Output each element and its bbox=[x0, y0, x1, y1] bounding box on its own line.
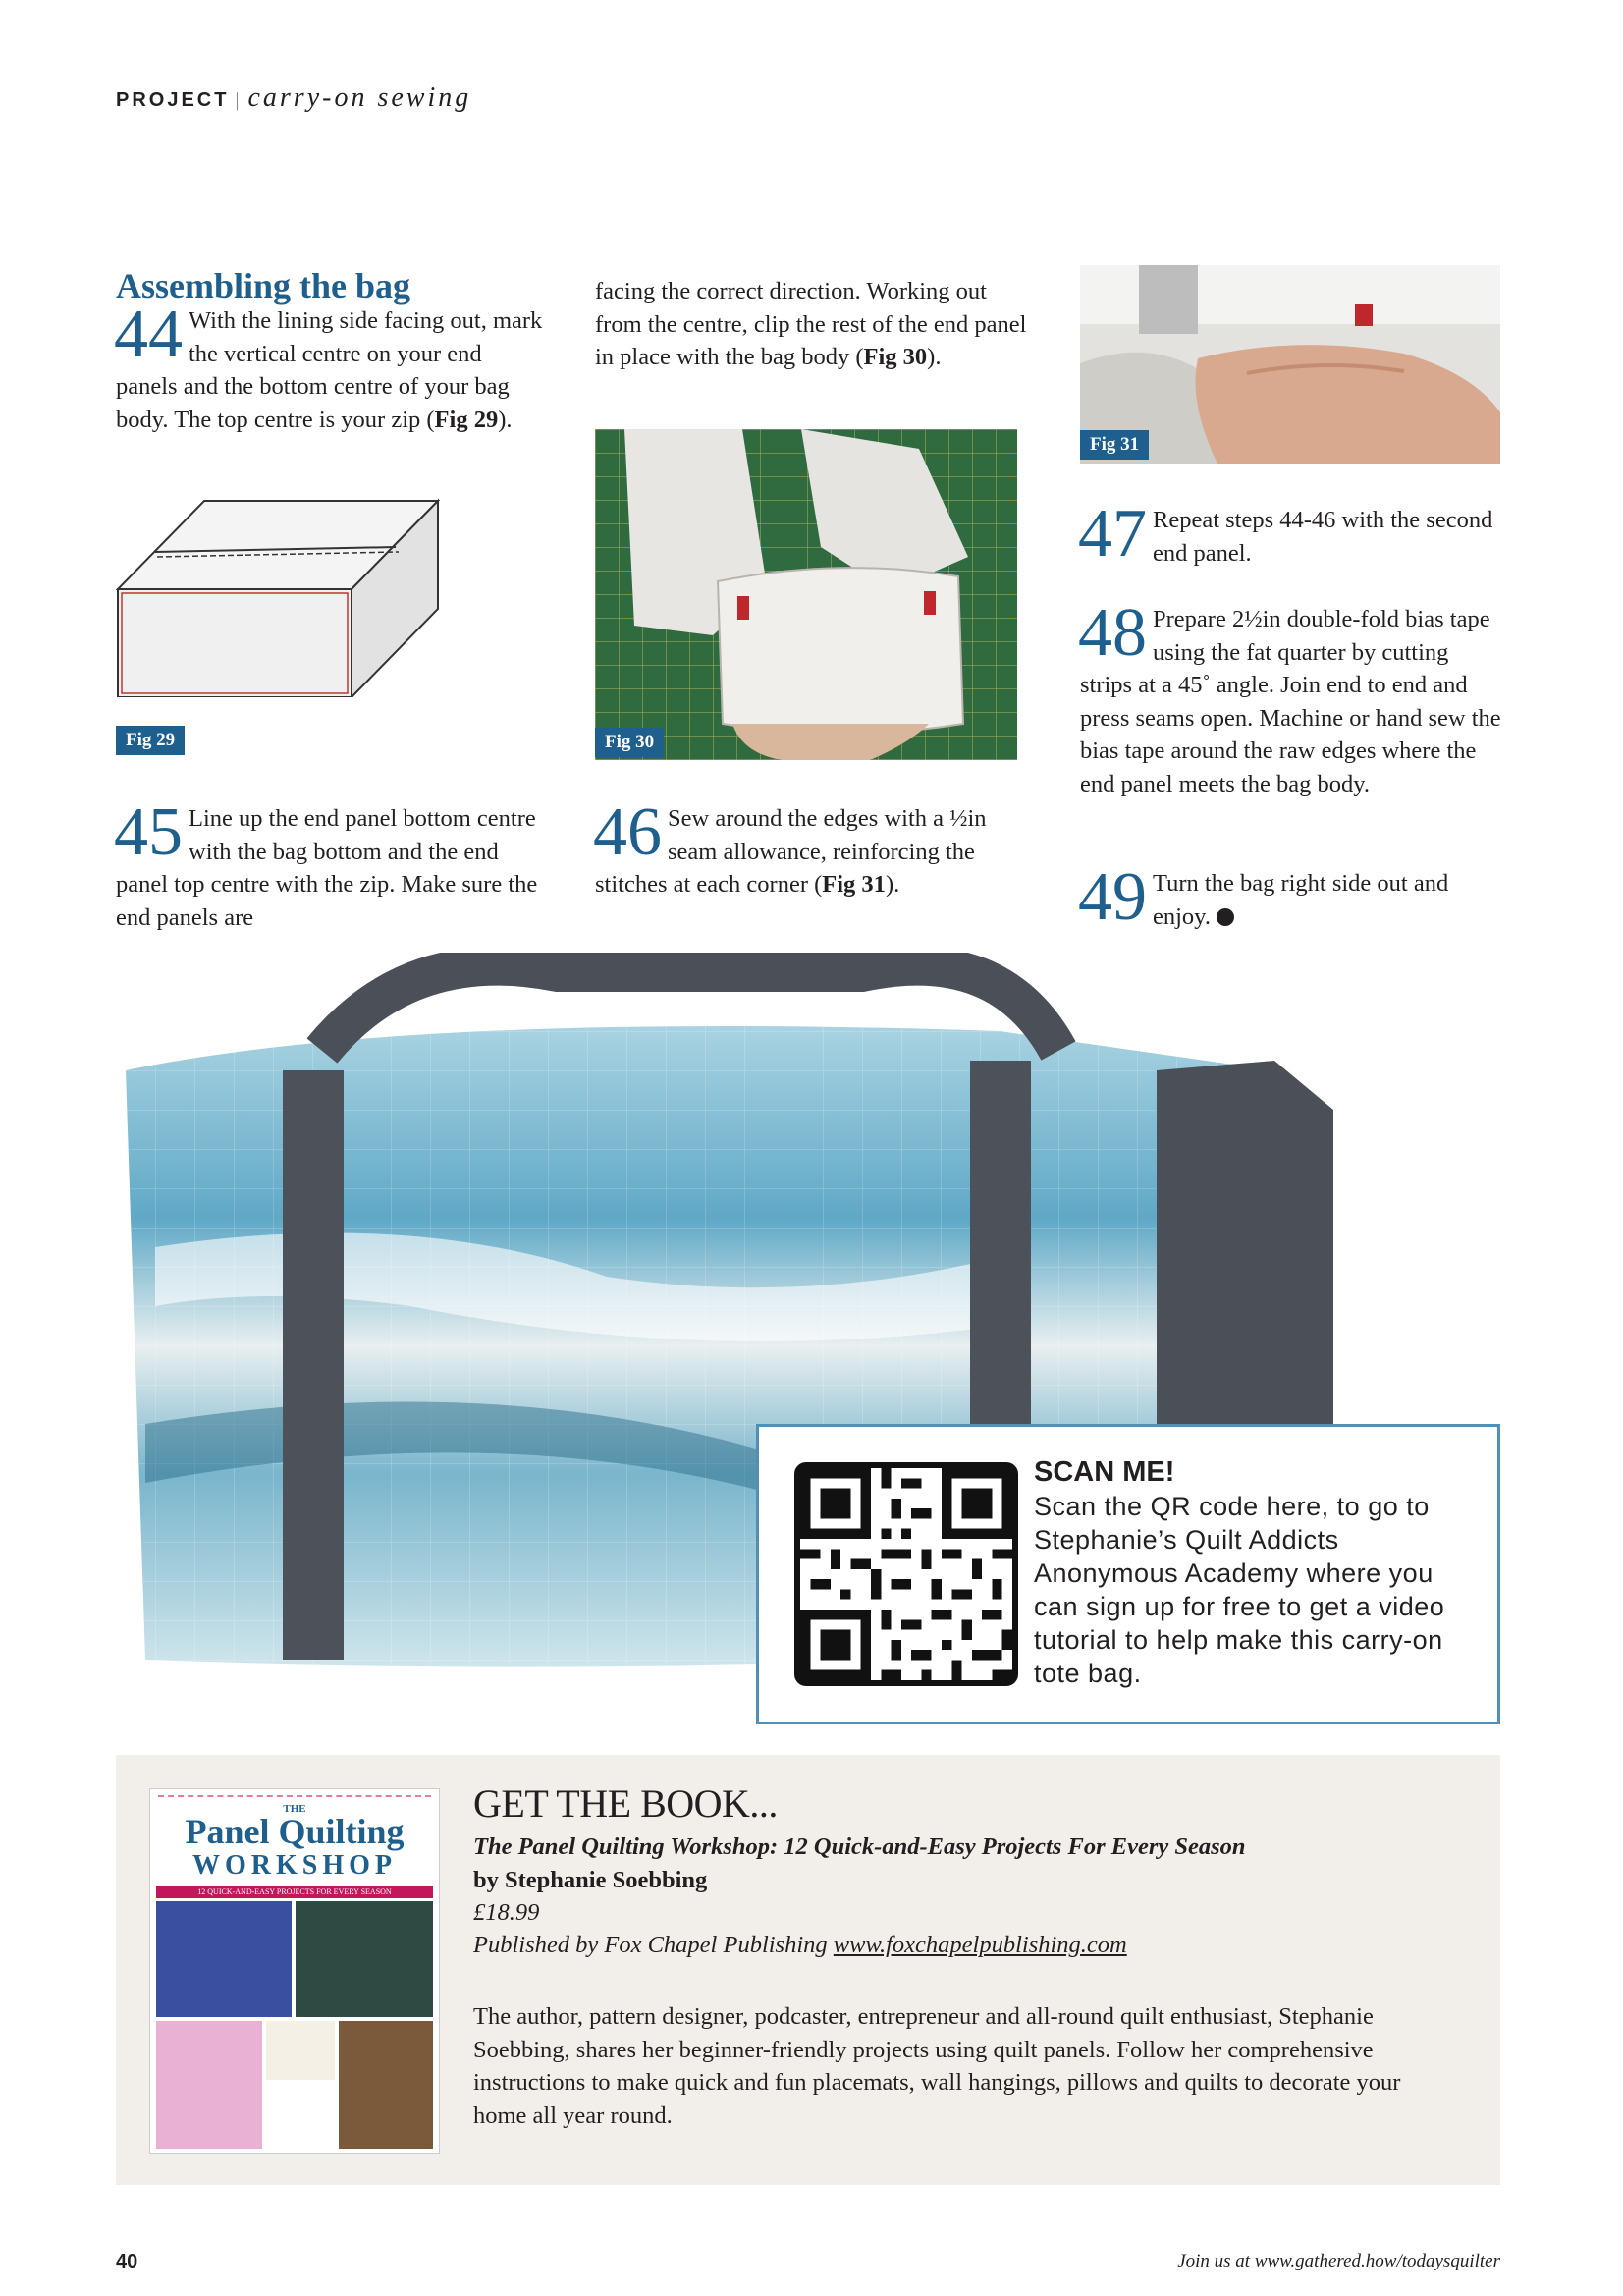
step-text: facing the correct direction. Working out from the centre, clip the rest of the end panel in place with the bag body ( bbox=[595, 278, 1027, 370]
step-text: Sew around the edges with a ½in seam allowance, reinforcing the stitches at each corner ( bbox=[595, 805, 987, 898]
scan-title: SCAN ME! bbox=[1034, 1456, 1175, 1488]
cover-small: THE bbox=[283, 1803, 306, 1815]
step-text-end: ). bbox=[885, 871, 900, 898]
scan-text: Scan the QR code here, to go to Stephanie’s Quilt Addicts Anonymous Academy where you can sign up for free to get a video tutorial to help make this carry-on tote bag. bbox=[1034, 1492, 1445, 1688]
step-46 bbox=[593, 794, 1027, 902]
get-the-book-panel bbox=[116, 1755, 1500, 2185]
step-number: 47 bbox=[1078, 496, 1147, 572]
scan-me-box bbox=[756, 1424, 1500, 1724]
publisher-link[interactable]: www.foxchapelpublishing.com bbox=[833, 1932, 1127, 1958]
header-title: carry-on sewing bbox=[247, 82, 472, 113]
step-text-end: ). bbox=[927, 344, 942, 370]
qr-code-pattern bbox=[800, 1468, 1012, 1680]
section-heading: Assembling the bag bbox=[116, 266, 411, 305]
cover-line1: Panel Quilting bbox=[185, 1812, 405, 1851]
header-section: PROJECT bbox=[116, 89, 230, 111]
footer-link[interactable]: Join us at www.gathered.how/todaysquilter bbox=[1177, 2251, 1500, 2271]
step-49 bbox=[1078, 859, 1502, 935]
step-number: 46 bbox=[593, 794, 662, 870]
book-author: by Stephanie Soebbing bbox=[473, 1867, 708, 1893]
book-description: The author, pattern designer, podcaster, entrepreneur and all-round quilt enthusiast, Stephanie Soebbing, shares her beginner-friendly projects using quilt panels. Follow her comprehensive instructions to make quick and fun placemats, wall hangings, pillows and quilts to decorate your home all year round. bbox=[473, 2003, 1401, 2129]
book-title: The Panel Quilting Workshop: 12 Quick-and-Easy Projects For Every Season bbox=[473, 1833, 1246, 1860]
book-publisher-line bbox=[473, 1932, 1127, 1959]
fig-ref: Fig 29 bbox=[434, 406, 499, 433]
step-text: Turn the bag right side out and enjoy. bbox=[1153, 870, 1449, 930]
cover-line2: WORKSHOP bbox=[191, 1850, 397, 1881]
step-number: 49 bbox=[1078, 859, 1147, 935]
step-number: 44 bbox=[114, 297, 183, 372]
header-separator: | bbox=[235, 89, 243, 111]
book-price: £18.99 bbox=[473, 1899, 540, 1926]
fig29-diagram bbox=[116, 496, 440, 697]
fig29-label: Fig 29 bbox=[116, 726, 185, 755]
step-text: Repeat steps 44-46 with the second end panel. bbox=[1153, 507, 1493, 567]
step-45-continued bbox=[595, 275, 1027, 374]
book-heading: GET THE BOOK... bbox=[473, 1781, 778, 1826]
fig30-photo bbox=[595, 429, 1017, 760]
step-number: 45 bbox=[114, 794, 183, 870]
fig30-label: Fig 30 bbox=[595, 728, 664, 757]
book-publisher: Published by Fox Chapel Publishing bbox=[473, 1932, 828, 1958]
fig-ref: Fig 31 bbox=[822, 871, 886, 898]
step-48 bbox=[1078, 595, 1502, 800]
qr-code[interactable] bbox=[794, 1462, 1018, 1686]
step-text: Line up the end panel bottom centre with the bag bottom and the end panel top centre with the zip. Make sure the end panels are bbox=[116, 805, 538, 931]
cover-subtitle: 12 QUICK-AND-EASY PROJECTS FOR EVERY SEASON bbox=[156, 1886, 433, 1898]
end-mark-icon bbox=[1217, 908, 1234, 926]
page-number: 40 bbox=[116, 2251, 138, 2272]
step-45 bbox=[114, 794, 548, 934]
step-text: With the lining side facing out, mark the vertical centre on your end panels and the bottom centre of your bag body. The top centre is your zip ( bbox=[116, 307, 543, 433]
running-header bbox=[116, 82, 471, 114]
step-number: 48 bbox=[1078, 595, 1147, 671]
fig31-label: Fig 31 bbox=[1080, 430, 1149, 460]
step-44 bbox=[114, 297, 548, 436]
step-47 bbox=[1078, 496, 1502, 572]
step-text: Prepare 2½in double-fold bias tape using the fat quarter by cutting strips at a 45˚ angle. Join end to end and press seams open. Machine or hand sew the bias tape around the raw edges where the end panel meets the bag body. bbox=[1080, 606, 1501, 797]
fig30-illustration bbox=[595, 429, 1017, 760]
fig-ref: Fig 30 bbox=[863, 344, 928, 370]
book-cover bbox=[149, 1788, 440, 2154]
step-text-end: ). bbox=[498, 406, 513, 433]
